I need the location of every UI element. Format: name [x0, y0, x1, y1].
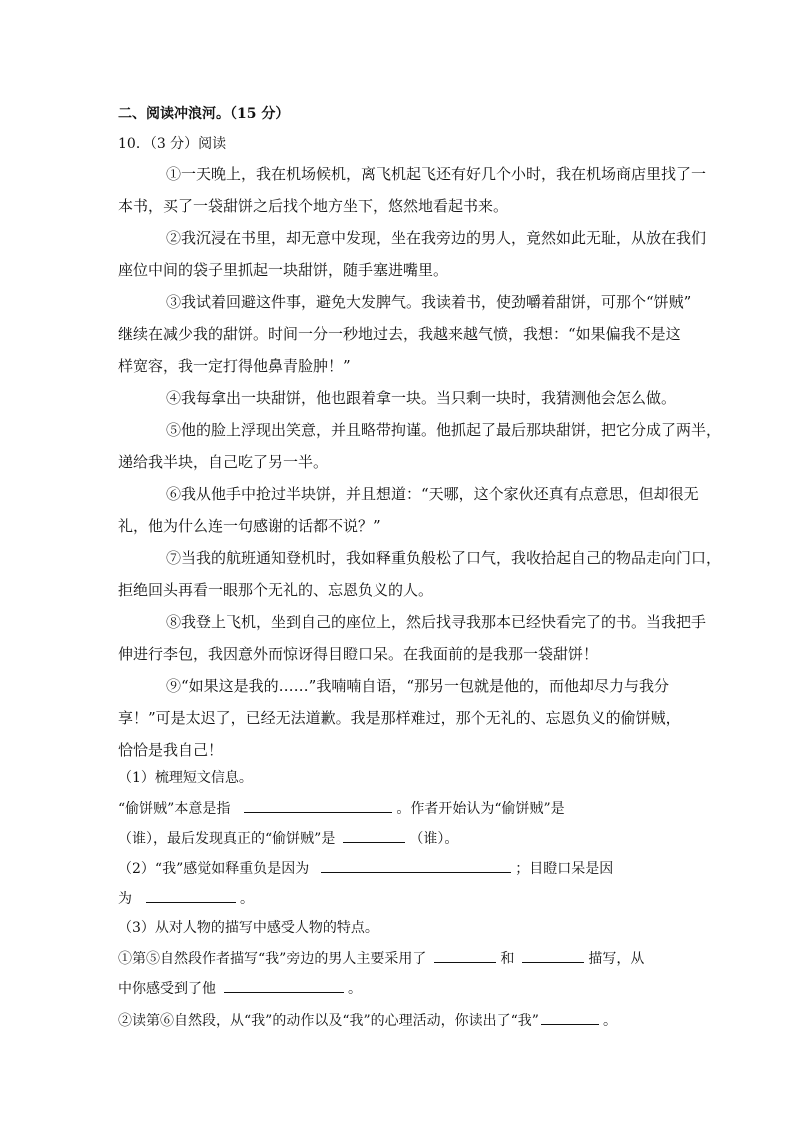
q3a-line2 [118, 978, 674, 999]
section-title: 二、阅读冲浪河。（15 分） [118, 106, 290, 122]
q3a-text-e: 。 [348, 981, 362, 997]
q2-line1 [118, 858, 674, 879]
question-header: 10．（3 分）阅读 [118, 136, 227, 152]
story-p8-line2: 伸进行李包，我因意外而惊讶得目瞪口呆。在我面前的是我那一袋甜饼！ [118, 645, 599, 663]
story-p9-line3: 恰恰是我自己！ [118, 741, 224, 759]
story-p7-line1: ⑦当我的航班通知登机时，我如释重负般松了口气，我收拾起自己的物品走向门口， [166, 549, 722, 567]
q3a-line1 [118, 948, 674, 969]
q1-answer-blank-2[interactable] [343, 828, 405, 843]
q1-title: （1）梳理短文信息。 [118, 770, 253, 786]
story-p6-line1: ⑥我从他手中抢过半块饼，并且想道：“天哪，这个家伙还真有点意思，但却很无 [166, 485, 699, 503]
q1-line1 [118, 798, 674, 819]
q3b-line1 [118, 1010, 674, 1031]
story-p4-line1: ④我每拿出一块甜饼，他也跟着拿一块。当只剩一块时，我猜测他会怎么做。 [166, 389, 677, 407]
q1-line2 [118, 828, 674, 849]
q2-text-c: 为 [118, 891, 132, 907]
q2-answer-blank-1[interactable] [321, 858, 511, 873]
story-p1-line2: 本书，买了一袋甜饼之后找个地方坐下，悠然地看起书来。 [118, 197, 509, 215]
q2-text-b: ；目瞪口呆是因 [515, 861, 614, 877]
q1-text-b: 。作者开始认为“偷饼贼”是 [396, 801, 565, 817]
q2-line2 [118, 888, 674, 909]
story-p8-line1: ⑧我登上飞机，坐到自己的座位上，然后找寻我那本已经快看完了的书。当我把手 [166, 613, 707, 631]
q3a-answer-blank-1[interactable] [434, 948, 496, 963]
q2-answer-blank-2[interactable] [146, 888, 236, 903]
q1-answer-blank-1[interactable] [244, 798, 392, 813]
q2-text-a: （2）“我”感觉如释重负是因为 [118, 861, 310, 877]
story-p3-line2: 继续在减少我的甜饼。时间一分一秒地过去，我越来越气愤，我想：“如果偏我不是这 [118, 325, 681, 343]
q1-text-a: “偷饼贼”本意是指 [118, 801, 231, 817]
q3a-answer-blank-3[interactable] [224, 978, 344, 993]
story-p5-line1: ⑤他的脸上浮现出笑意，并且略带拘谨。他抓起了最后那块甜饼，把它分成了两半， [166, 421, 722, 439]
q3b-answer-blank-1[interactable] [541, 1010, 599, 1025]
q3a-answer-blank-2[interactable] [522, 948, 584, 963]
story-p1-line1: ①一天晚上，我在机场候机，离飞机起飞还有好几个小时，我在机场商店里找了一 [166, 165, 707, 183]
story-p9-line2: 享！”可是太迟了，已经无法道歉。我是那样难过，那个无礼的、忘恩负义的偷饼贼， [118, 709, 681, 727]
story-p7-line2: 拒绝回头再看一眼那个无礼的、忘恩负义的人。 [118, 581, 434, 599]
story-p3-line3: 样宽容，我一定打得他鼻青脸肿！” [118, 357, 351, 375]
story-p3-line1: ③我试着回避这件事，避免大发脾气。我读着书，使劲嚼着甜饼，可那个“饼贼” [166, 293, 692, 311]
q3a-text-c: 描写，从 [588, 951, 645, 967]
story-p9-line1: ⑨“如果这是我的……”我喃喃自语，“那另一包就是他的，而他却尽力与我分 [166, 677, 670, 695]
q3-title: （3）从对人物的描写中感受人物的特点。 [118, 920, 379, 936]
q1-text-c: （谁），最后发现真正的“偷饼贼”是 [118, 831, 336, 847]
story-p5-line2: 递给我半块，自己吃了另一半。 [118, 453, 329, 471]
q3a-text-b: 和 [500, 951, 515, 967]
q1-text-d: （谁）。 [409, 831, 459, 847]
q3b-text-b: 。 [602, 1013, 617, 1029]
story-p2-line1: ②我沉浸在书里，却无意中发现，坐在我旁边的男人，竟然如此无耻，从放在我们 [166, 229, 707, 247]
q3b-text-a: ②读第⑥自然段，从“我”的动作以及“我”的心理活动，你读出了“我” [118, 1013, 539, 1029]
q2-text-d: 。 [240, 891, 254, 907]
q3a-text-d: 中你感受到了他 [118, 981, 216, 997]
story-p2-line2: 座位中间的袋子里抓起一块甜饼，随手塞进嘴里。 [118, 261, 449, 279]
q3a-text-a: ①第⑤自然段作者描写“我”旁边的男人主要采用了 [118, 951, 427, 967]
story-p6-line2: 礼，他为什么连一句感谢的话都不说？” [118, 517, 381, 535]
